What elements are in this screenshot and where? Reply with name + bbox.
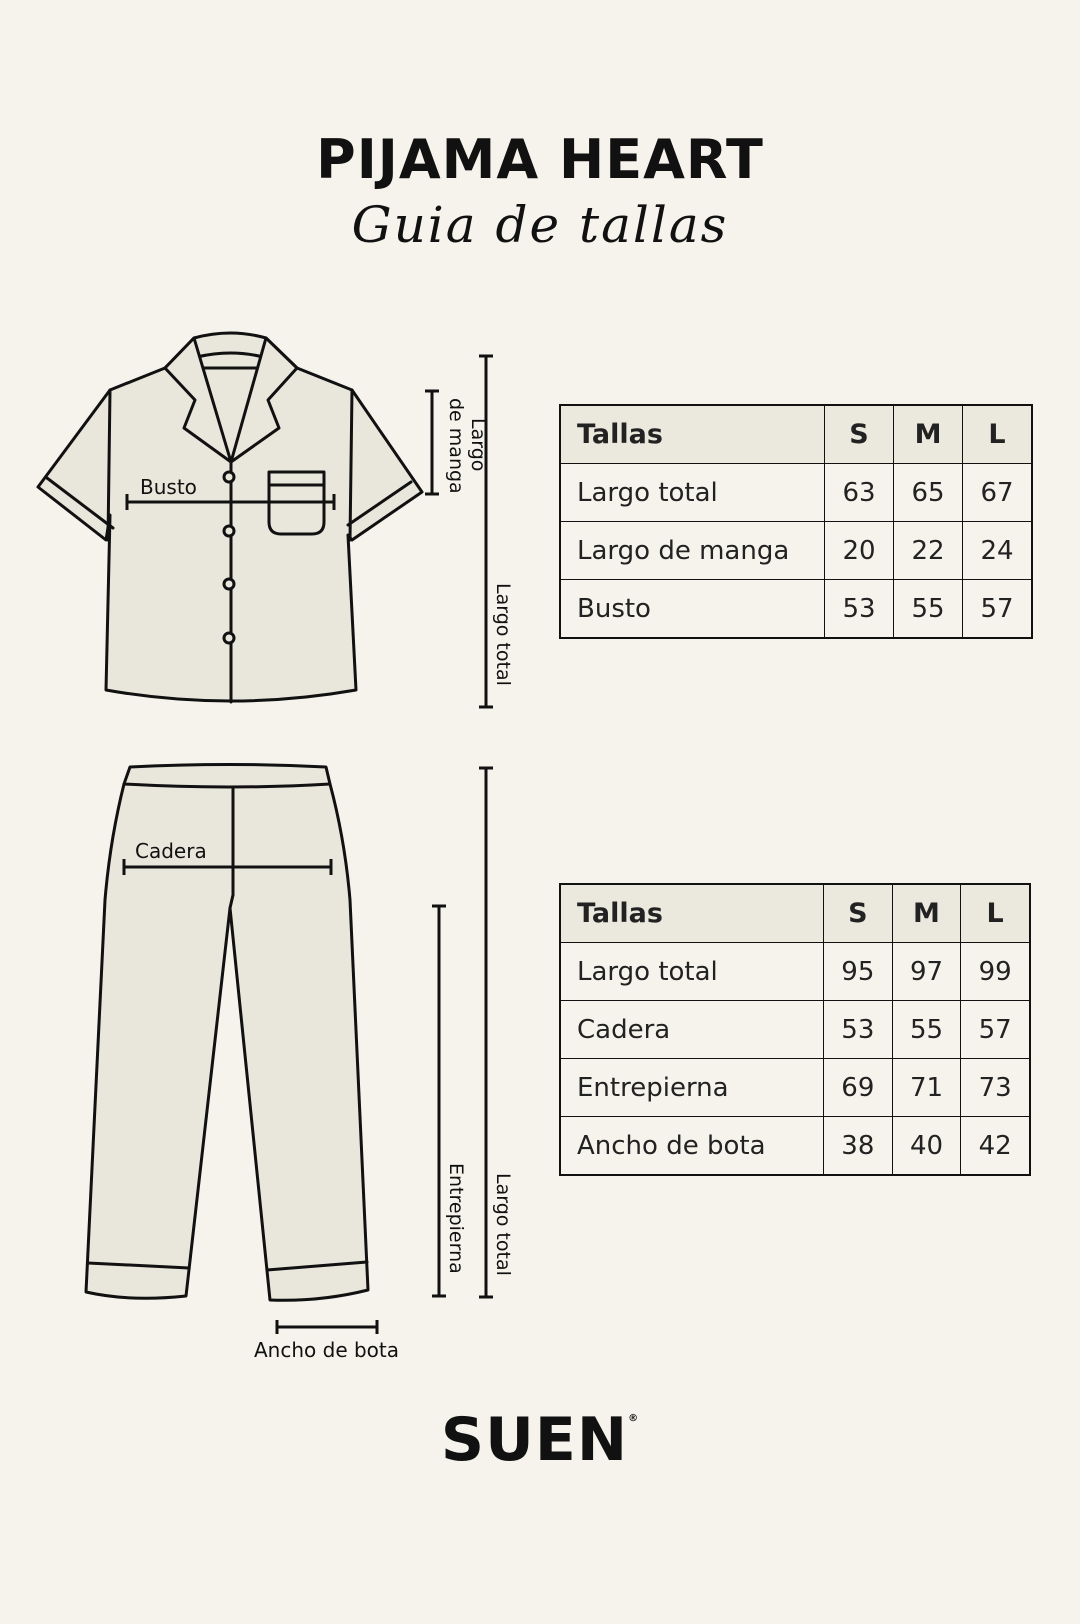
entrepierna-measure: [432, 906, 446, 1296]
table-header-l: L: [961, 884, 1030, 943]
cell-m: 22: [894, 522, 963, 580]
largo-manga-label: [445, 398, 489, 494]
row-label: Largo de manga: [560, 522, 825, 580]
row-label: Entrepierna: [560, 1059, 824, 1117]
ancho-bota-measure: [277, 1320, 377, 1334]
registered-mark: ®: [628, 1413, 640, 1424]
shirt-illustration: [38, 333, 422, 702]
cell-l: 57: [961, 1001, 1030, 1059]
row-label: Cadera: [560, 1001, 824, 1059]
table-row: [560, 1059, 1030, 1117]
pants-largo-total-measure: [479, 768, 493, 1297]
brand-name: SUEN: [440, 1405, 629, 1475]
page-title: PIJAMA HEART: [316, 128, 764, 191]
cell-m: 55: [892, 1001, 961, 1059]
table-header-tallas: Tallas: [560, 884, 824, 943]
shirt-largo-total-label: Largo total: [492, 583, 514, 686]
cell-s: 53: [824, 1001, 893, 1059]
cell-l: 42: [961, 1117, 1030, 1176]
table-row: [560, 1001, 1030, 1059]
shirt-size-table: [559, 404, 1033, 639]
table-row: [560, 943, 1030, 1001]
cell-l: 24: [963, 522, 1033, 580]
shirt-button: [224, 472, 234, 482]
table-header-row: [560, 405, 1032, 464]
cadera-label: Cadera: [135, 839, 207, 863]
table-header-l: L: [963, 405, 1033, 464]
table-row: [560, 580, 1032, 639]
shirt-largo-total-measure: [479, 356, 493, 707]
cell-m: 55: [894, 580, 963, 639]
cell-m: 40: [892, 1117, 961, 1176]
pants-waistband: [124, 765, 330, 788]
pants-illustration: [86, 765, 368, 1301]
cell-m: 65: [894, 464, 963, 522]
row-label: Largo total: [560, 464, 825, 522]
cell-s: 53: [825, 580, 894, 639]
cell-s: 63: [825, 464, 894, 522]
row-label: Largo total: [560, 943, 824, 1001]
page-subtitle: Guia de tallas: [351, 196, 729, 254]
table-header-m: M: [894, 405, 963, 464]
table-row: [560, 522, 1032, 580]
right-sleeve-seam: [350, 390, 352, 540]
shirt-button: [224, 633, 234, 643]
cell-s: 69: [824, 1059, 893, 1117]
cell-l: 67: [963, 464, 1033, 522]
table-row: [560, 464, 1032, 522]
cell-m: 71: [892, 1059, 961, 1117]
table-header-m: M: [892, 884, 961, 943]
shirt-button: [224, 526, 234, 536]
entrepierna-label: Entrepierna: [445, 1163, 467, 1274]
largo-manga-label-line1: Largo: [467, 418, 489, 472]
cell-s: 20: [825, 522, 894, 580]
cell-l: 99: [961, 943, 1030, 1001]
table-header-tallas: Tallas: [560, 405, 825, 464]
table-row: [560, 1117, 1030, 1176]
brand-logo: [0, 1405, 1080, 1475]
table-header-s: S: [824, 884, 893, 943]
cell-s: 38: [824, 1117, 893, 1176]
table-header-s: S: [825, 405, 894, 464]
cell-l: 73: [961, 1059, 1030, 1117]
cell-s: 95: [824, 943, 893, 1001]
shirt-button: [224, 579, 234, 589]
largo-manga-measure: [425, 391, 439, 494]
left-sleeve-seam: [108, 390, 110, 540]
pants-size-table: [559, 883, 1031, 1176]
cell-m: 97: [892, 943, 961, 1001]
cell-l: 57: [963, 580, 1033, 639]
largo-manga-label-line2: de manga: [445, 398, 467, 494]
ancho-bota-label: Ancho de bota: [254, 1338, 400, 1362]
busto-label: Busto: [140, 475, 197, 499]
pants-largo-total-label: Largo total: [492, 1173, 514, 1276]
row-label: Ancho de bota: [560, 1117, 824, 1176]
pants-body: [86, 784, 368, 1300]
row-label: Busto: [560, 580, 825, 639]
table-header-row: [560, 884, 1030, 943]
